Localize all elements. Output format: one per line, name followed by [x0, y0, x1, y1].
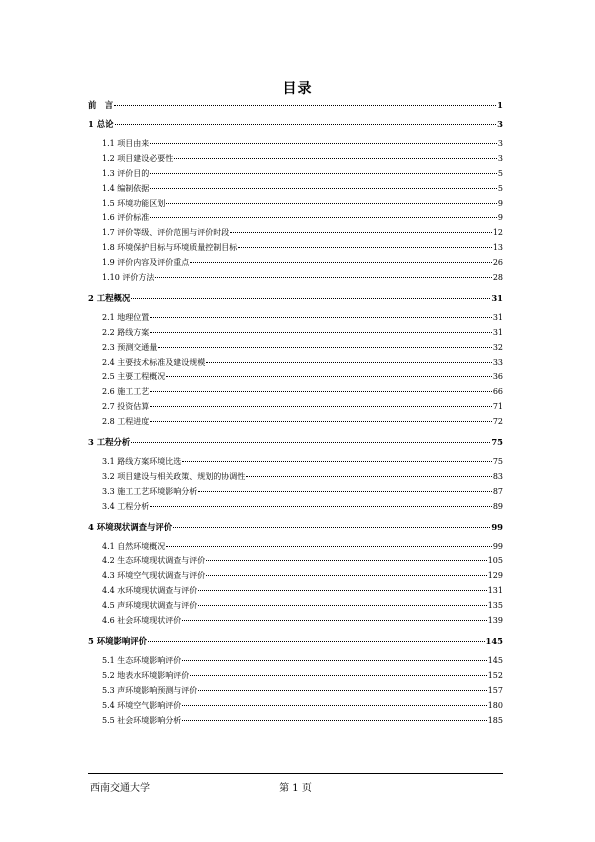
toc-entry-page: 75 — [491, 437, 503, 448]
toc-chapter-entry[interactable] — [88, 436, 503, 449]
dot-leader — [150, 143, 497, 144]
toc-entry-page: 28 — [492, 273, 503, 283]
toc-entry-page: 26 — [492, 258, 503, 268]
dot-leader — [198, 690, 486, 691]
toc-chapter-entry[interactable] — [88, 635, 503, 648]
toc-entry-label: 3 工程分析 — [88, 437, 131, 448]
dot-leader — [166, 376, 492, 377]
dot-leader — [166, 203, 497, 204]
toc-entry-label: 3.2 项目建设与相关政策、规划的协调性 — [102, 471, 246, 481]
dot-leader — [158, 347, 492, 348]
toc-section-entry[interactable] — [88, 470, 503, 485]
toc-entry-page: 152 — [487, 670, 503, 680]
dot-leader — [173, 527, 490, 528]
dot-leader — [182, 461, 492, 462]
dot-leader — [155, 277, 491, 278]
toc-entry-label: 5.4 环境空气影响评价 — [102, 700, 182, 710]
dot-leader — [206, 575, 486, 576]
toc-entry-label: 1.8 环境保护目标与环境质量控制目标 — [102, 243, 238, 253]
toc-chapter-entry[interactable] — [88, 99, 503, 112]
dot-leader — [150, 421, 492, 422]
toc-entry-page: 12 — [492, 228, 503, 238]
toc-entry-page: 105 — [487, 556, 503, 566]
toc-section-entry[interactable] — [88, 167, 503, 182]
toc-entry-page: 36 — [492, 372, 503, 382]
toc-entry-page: 3 — [497, 153, 503, 163]
toc-entry-page: 5 — [497, 168, 503, 178]
toc-section-entry[interactable] — [88, 356, 503, 371]
dot-leader — [150, 188, 497, 189]
dot-leader — [182, 705, 486, 706]
toc-entry-label: 4 环境现状调查与评价 — [88, 521, 173, 532]
toc-section-entry[interactable] — [88, 455, 503, 470]
toc-entry-label: 5.3 声环境影响预测与评价 — [102, 685, 198, 695]
dot-leader — [182, 620, 486, 621]
toc-entry-label: 5 环境影响评价 — [88, 635, 147, 646]
dot-leader — [182, 660, 486, 661]
toc-entry-page: 3 — [497, 119, 503, 129]
toc-entry-label: 4.1 自然环境概况 — [102, 541, 166, 551]
toc-entry-label: 2.5 主要工程概况 — [102, 372, 166, 382]
toc-entry-page: 1 — [497, 100, 503, 110]
toc-section-entry[interactable] — [88, 584, 503, 599]
page-title: 目录 — [282, 81, 313, 97]
toc-section-entry[interactable] — [88, 211, 503, 226]
toc-section-entry[interactable] — [88, 684, 503, 699]
toc-entry-page: 131 — [487, 586, 503, 596]
dot-leader — [150, 173, 497, 174]
dot-leader — [150, 406, 492, 407]
toc-entry-page: 129 — [487, 571, 503, 581]
dot-leader — [206, 560, 486, 561]
toc-entry-page: 145 — [487, 655, 503, 665]
toc-entry-label: 1 总论 — [88, 119, 114, 129]
toc-section-entry[interactable] — [88, 341, 503, 356]
toc-section-entry[interactable] — [88, 241, 503, 256]
dot-leader — [198, 491, 492, 492]
toc-entry-page: 87 — [492, 486, 503, 496]
dot-leader — [115, 124, 497, 125]
toc-section-entry[interactable] — [88, 669, 503, 684]
toc-entry-label: 2.2 路线方案 — [102, 327, 150, 337]
toc-entry-label: 1.10 评价方法 — [102, 273, 155, 283]
dot-leader — [150, 332, 492, 333]
toc-section-entry[interactable] — [88, 326, 503, 341]
toc-entry-label: 前 言 — [88, 100, 114, 110]
toc-entry-page: 71 — [492, 402, 503, 412]
toc-section-entry[interactable] — [88, 500, 503, 515]
toc-section-entry[interactable] — [88, 271, 503, 286]
toc-entry-label: 1.5 环境功能区划 — [102, 198, 166, 208]
toc-section-entry[interactable] — [88, 226, 503, 241]
toc-entry-label: 2.4 主要技术标准及建设规模 — [102, 357, 206, 367]
toc-entry-label: 4.5 声环境现状调查与评价 — [102, 601, 198, 611]
dot-leader — [166, 546, 492, 547]
toc-entry-label: 4.2 生态环境现状调查与评价 — [102, 556, 206, 566]
footer-page-number: 第 1 页 — [279, 783, 312, 794]
toc-entry-label: 1.4 编制依据 — [102, 183, 150, 193]
dot-leader — [230, 232, 492, 233]
toc-entry-page: 83 — [492, 471, 503, 481]
toc-entry-page: 75 — [492, 457, 503, 467]
toc-entry-page: 99 — [491, 521, 503, 532]
dot-leader — [198, 590, 486, 591]
toc-entry-page: 13 — [492, 243, 503, 253]
dot-leader — [150, 506, 492, 507]
toc-entry-label: 5.5 社会环境影响分析 — [102, 715, 182, 725]
toc-entry-label: 1.9 评价内容及评价重点 — [102, 258, 190, 268]
toc-section-entry[interactable] — [88, 599, 503, 614]
toc-section-entry[interactable] — [88, 311, 503, 326]
toc-section-entry[interactable] — [88, 370, 503, 385]
toc-entry-page: 3 — [497, 139, 503, 148]
dot-leader — [114, 105, 496, 106]
toc-section-entry[interactable] — [88, 485, 503, 500]
toc-entry-page: 157 — [487, 685, 503, 695]
toc-section-entry[interactable] — [88, 385, 503, 400]
toc-section-entry[interactable] — [88, 714, 503, 729]
toc-entry-label: 2.3 预测交通量 — [102, 342, 158, 352]
toc-section-entry[interactable] — [88, 400, 503, 415]
toc-entry-page: 9 — [497, 198, 503, 208]
toc-entry-label: 5.2 地表水环境影响评价 — [102, 670, 190, 680]
dot-leader — [150, 217, 497, 218]
toc-entry-page: 145 — [485, 635, 503, 646]
toc-section-entry[interactable] — [88, 699, 503, 714]
dot-leader — [246, 476, 492, 477]
dot-leader — [174, 158, 497, 159]
toc-entry-page: 135 — [487, 601, 503, 611]
toc-entry-label: 2.1 地理位置 — [102, 312, 150, 322]
dot-leader — [198, 605, 486, 606]
toc-entry-label: 1.2 项目建设必要性 — [102, 153, 174, 163]
table-of-contents — [88, 99, 503, 728]
toc-section-entry[interactable] — [88, 137, 503, 152]
toc-entry-page: 5 — [497, 183, 503, 193]
dot-leader — [206, 362, 492, 363]
toc-entry-label: 1.3 评价目的 — [102, 168, 150, 178]
toc-entry-label: 5.1 生态环境影响评价 — [102, 655, 182, 665]
toc-entry-page: 66 — [492, 387, 503, 397]
toc-entry-page: 31 — [492, 312, 503, 322]
toc-section-entry[interactable] — [88, 554, 503, 569]
toc-section-entry[interactable] — [88, 540, 503, 555]
toc-entry-page: 31 — [492, 327, 503, 337]
toc-entry-label: 2.7 投资估算 — [102, 402, 150, 412]
footer-institution: 西南交通大学 — [90, 783, 150, 794]
toc-section-entry[interactable] — [88, 152, 503, 167]
dot-leader — [150, 317, 492, 318]
dot-leader — [148, 641, 485, 642]
toc-entry-page: 9 — [497, 213, 503, 223]
toc-section-entry[interactable] — [88, 614, 503, 629]
toc-section-entry[interactable] — [88, 415, 503, 430]
toc-entry-label: 4.3 环境空气现状调查与评价 — [102, 571, 206, 581]
toc-entry-page: 139 — [487, 616, 503, 626]
toc-entry-label: 1.7 评价等级、评价范围与评价时段 — [102, 228, 230, 238]
toc-entry-label: 1.6 评价标准 — [102, 213, 150, 223]
toc-entry-label: 2 工程概况 — [88, 292, 131, 303]
toc-entry-label: 2.6 施工工艺 — [102, 387, 150, 397]
toc-entry-page: 31 — [491, 292, 503, 303]
toc-entry-label: 4.6 社会环境现状评价 — [102, 616, 182, 626]
toc-chapter-entry[interactable] — [88, 118, 503, 131]
toc-entry-label: 2.8 工程进度 — [102, 417, 150, 427]
toc-entry-page: 185 — [487, 715, 503, 725]
dot-leader — [150, 391, 492, 392]
toc-section-entry[interactable] — [88, 569, 503, 584]
toc-entry-label: 3.4 工程分析 — [102, 501, 150, 511]
toc-entry-page: 99 — [492, 541, 503, 551]
dot-leader — [131, 298, 490, 299]
toc-entry-page: 89 — [492, 501, 503, 511]
toc-section-entry[interactable] — [88, 256, 503, 271]
toc-entry-page: 72 — [492, 417, 503, 427]
toc-chapter-entry[interactable] — [88, 292, 503, 305]
footer-rule — [88, 773, 503, 774]
toc-chapter-entry[interactable] — [88, 521, 503, 534]
toc-entry-page: 180 — [487, 700, 503, 710]
toc-entry-page: 33 — [492, 357, 503, 367]
toc-entry-label: 3.1 路线方案环境比选 — [102, 457, 182, 467]
dot-leader — [190, 262, 492, 263]
toc-section-entry[interactable] — [88, 654, 503, 669]
toc-section-entry[interactable] — [88, 182, 503, 197]
dot-leader — [238, 247, 492, 248]
toc-entry-label: 3.3 施工工艺环境影响分析 — [102, 486, 198, 496]
dot-leader — [131, 442, 490, 443]
toc-section-entry[interactable] — [88, 197, 503, 212]
dot-leader — [182, 720, 486, 721]
dot-leader — [190, 675, 486, 676]
toc-entry-label: 4.4 水环境现状调查与评价 — [102, 586, 198, 596]
toc-entry-label: 1.1 项目由来 — [102, 139, 150, 148]
toc-entry-page: 32 — [492, 342, 503, 352]
